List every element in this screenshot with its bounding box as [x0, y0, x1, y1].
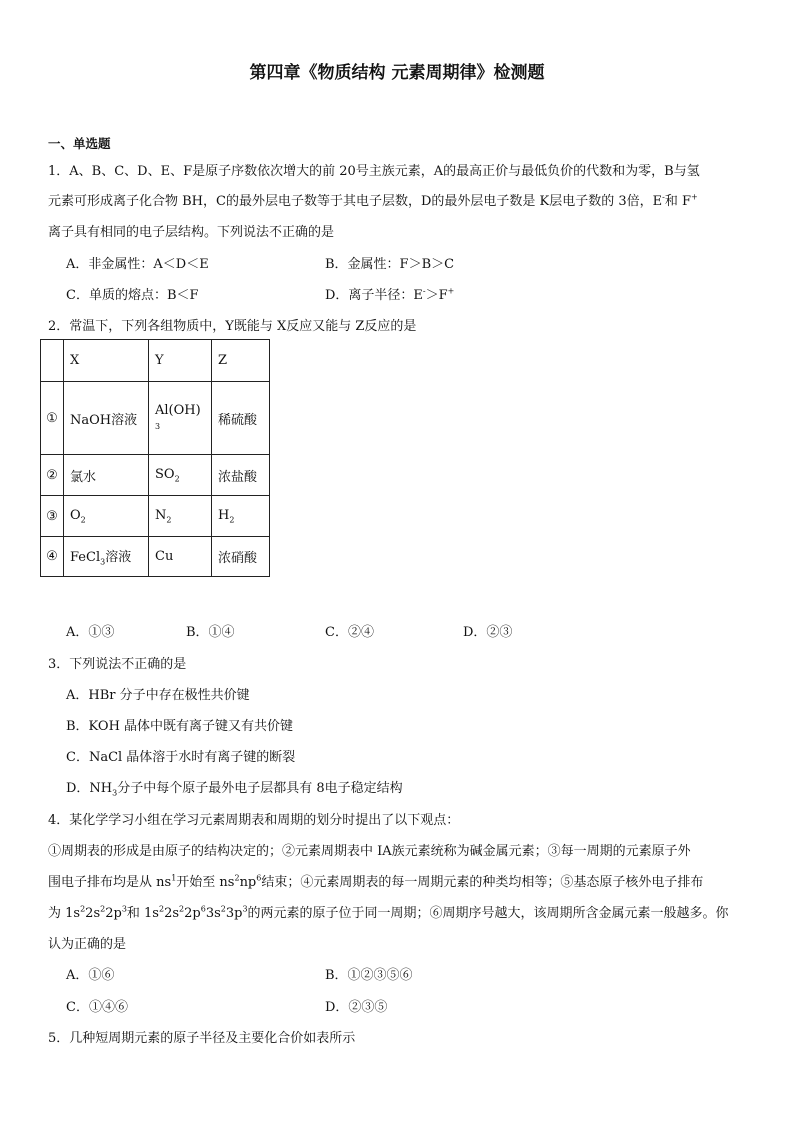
table-cell: 稀硫酸: [212, 382, 270, 455]
q3-stem: 3．下列说法不正确的是: [48, 657, 187, 672]
q3-option-c[interactable]: C．NaCl 晶体溶于水时有离子键的断裂: [66, 750, 296, 765]
q2-option-d[interactable]: D．②③: [463, 625, 513, 640]
q2-option-c[interactable]: C．②④: [325, 625, 374, 640]
table-header-x: X: [64, 340, 149, 382]
row-number: ④: [41, 537, 64, 577]
q5-stem: 5．几种短周期元素的原子半径及主要化合价如表所示: [48, 1031, 356, 1046]
q2-stem: 2．常温下，下列各组物质中，Y既能与 X反应又能与 Z反应的是: [48, 319, 417, 334]
page-title: 第四章《物质结构 元素周期律》检测题: [249, 63, 545, 83]
row-number: ③: [41, 496, 64, 537]
table-cell: $O_2$: [64, 496, 149, 537]
q3-option-d[interactable]: D．$NH_3$分子中每个原子最外电子层都具有 8电子稳定结构: [66, 781, 403, 798]
q4-statement-line2: 围电子排布均是从 $ns^1$开始至 $ns^2np^6$结束；④元素周期表的每一周期元素的种类均相等；⑤基态原子核外电子排布: [48, 873, 704, 890]
table-cell: Al(OH) 3: [149, 382, 212, 455]
section-heading: 一、单选题: [48, 136, 111, 151]
table-header-row: [41, 340, 270, 382]
table-cell: 浓硝酸: [212, 537, 270, 577]
q3-option-a[interactable]: A．HBr 分子中存在极性共价键: [66, 688, 250, 703]
q1-stem-line3: 离子具有相同的电子层结构。下列说法不正确的是: [48, 225, 335, 240]
q2-table: [40, 339, 270, 577]
q4-option-d[interactable]: D．②③⑤: [325, 1000, 388, 1015]
q4-stem: 4．某化学学习小组在学习元素周期表和周期的划分时提出了以下观点：: [48, 813, 460, 828]
table-cell: $H_2$: [212, 496, 270, 537]
row-number: ①: [41, 382, 64, 455]
table-header-y: Y: [149, 340, 212, 382]
q1-stem-line1: 1．A、B、C、D、E、F是原子序数依次增大的前 20号主族元素，A的最高正价与最低负价的代数和为零，B与氢: [48, 164, 700, 179]
q1-option-c[interactable]: C．单质的熔点：B＜F: [66, 288, 199, 303]
table-row: [41, 382, 270, 455]
table-cell: 氯水: [64, 455, 149, 496]
q2-option-a[interactable]: A．①③: [66, 625, 115, 640]
table-row: [41, 496, 270, 537]
q4-statement-line3: 为 $1s^22s^22p^3$和 $1s^22s^22p^63s^23p^3$的两元素的原子位于同一周期；⑥周期序号越大，该周期所含金属元素一般越多。你: [48, 904, 729, 921]
q4-option-a[interactable]: A．①⑥: [66, 968, 115, 983]
table-cell: 浓盐酸: [212, 455, 270, 496]
table-cell: FeCl$_3$溶液: [64, 537, 149, 577]
q4-option-c[interactable]: C．①④⑥: [66, 1000, 128, 1015]
table-cell: $N_2$: [149, 496, 212, 537]
q3-option-b[interactable]: B．KOH 晶体中既有离子键又有共价键: [66, 719, 294, 734]
q4-statement-line1: ①周期表的形成是由原子的结构决定的；②元素周期表中 IA族元素统称为碱金属元素；③每一周期的元素原子外: [48, 844, 691, 859]
q1-option-d[interactable]: D．离子半径：E-＞F+: [325, 286, 455, 303]
table-cell: $SO_2$: [149, 455, 212, 496]
q1-option-b[interactable]: B．金属性：F＞B＞C: [325, 257, 455, 272]
q2-option-b[interactable]: B．①④: [186, 625, 235, 640]
table-row: [41, 537, 270, 577]
table-header-z: Z: [212, 340, 270, 382]
q4-option-b[interactable]: B．①②③⑤⑥: [325, 968, 413, 983]
row-number: ②: [41, 455, 64, 496]
q1-option-a[interactable]: A．非金属性：A＜D＜E: [66, 257, 209, 272]
table-cell: Cu: [149, 537, 212, 577]
q4-statement-line4: 认为正确的是: [48, 937, 127, 952]
table-cell: NaOH溶液: [64, 382, 149, 455]
q1-stem-line2: 元素可形成离子化合物 BH，C的最外层电子数等于其电子层数，D的最外层电子数是 K层电子数的 3倍，E-和 F+: [48, 192, 698, 209]
table-cell: [41, 340, 64, 382]
table-row: [41, 455, 270, 496]
